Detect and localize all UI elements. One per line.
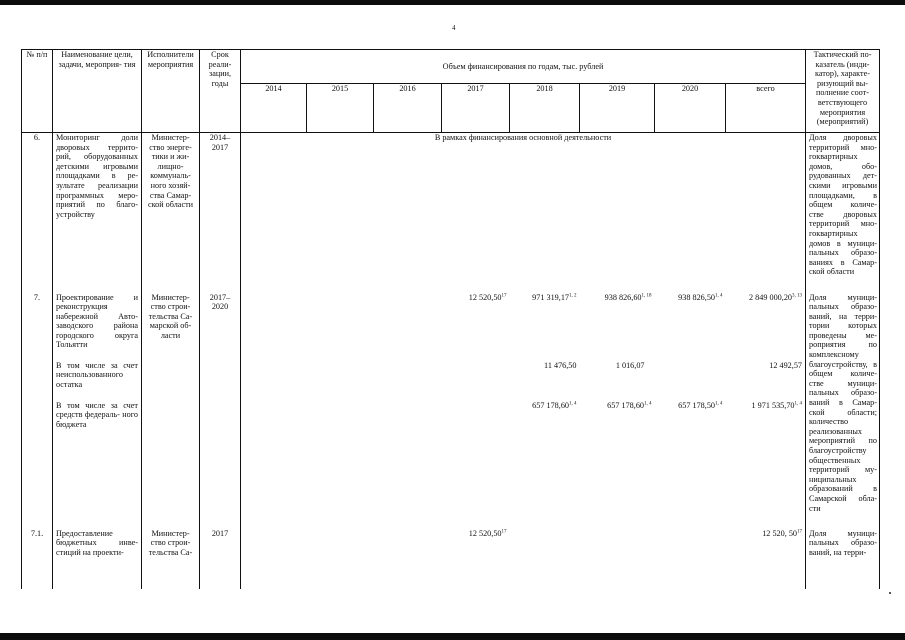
row-7-indicator: Доля муници- пальных образо- ваний, на терри- тории которых проведены ме- роприятия по комплексному благоустройству, в общем количе- стве муници- пальных образо- ваний в Самар- ской области; количество реализованных мероприятий по благоустройству общественных территорий му- ниципальных образований в Самарской обла- сти xyxy=(806,293,880,529)
scan-top-border xyxy=(0,0,905,5)
row-7-1-term: 2017 xyxy=(200,529,241,589)
row-6-num: 6. xyxy=(22,133,53,293)
table-row xyxy=(22,361,880,401)
row-7b-total: 1 971 535,70$^{1, 4}$ xyxy=(751,400,802,410)
row-7b-name: В том числе за счет средств федераль- ного бюджета xyxy=(53,401,142,529)
table-row xyxy=(22,293,880,361)
scan-speck xyxy=(889,592,891,594)
header-year-2014: 2014 xyxy=(241,84,307,133)
row-6-indicator: Доля дворовых территорий мно- гоквартирных домов, обо- рудованных дет- скими игровыми площадками, в общем количе- стве дворовых территорий мно- гоквартирных домов в муници- пальных образо- ваниях в Самар- ской области xyxy=(806,133,880,293)
header-year-2020: 2020 xyxy=(655,84,726,133)
table-row xyxy=(22,529,880,589)
page-number: 4 xyxy=(452,24,456,32)
row-7-2020: 938 826,50$^{1, 4}$ xyxy=(678,292,723,302)
table-row xyxy=(22,401,880,529)
header-year-2019: 2019 xyxy=(580,84,655,133)
row-7-1-indicator: Доля муници- пальных образо- ваний, на терри- xyxy=(806,529,880,589)
header-indicator: Тактический по- казатель (инди- катор), характе- ризующий вы- полнение соот- ветствующего мероприятия (мероприятий) xyxy=(806,50,880,133)
row-7-1-num: 7.1. xyxy=(22,529,53,589)
header-executors: Исполнители мероприятия xyxy=(142,50,200,133)
header-total: всего xyxy=(726,84,806,133)
row-7a-total: 12 492,57 xyxy=(769,360,802,370)
row-7-2018: 971 319,17$^{1, 2}$ xyxy=(532,292,577,302)
row-7-term: 2017– 2020 xyxy=(200,293,241,361)
financing-table xyxy=(21,49,880,589)
header-term: Срок реали- зации, годы xyxy=(200,50,241,133)
row-7-total: 2 849 000,20$^{3, 13}$ xyxy=(749,292,802,302)
row-7-2019: 938 826,60$^{1, 18}$ xyxy=(604,292,652,302)
header-name: Наименование цели, задачи, мероприя- тия xyxy=(53,50,142,133)
row-7-name: Проектирование и реконструкция набережной Авто- заводского района городского округа Тольятти xyxy=(53,293,142,361)
scan-bottom-border xyxy=(0,633,905,640)
row-6-name: Мониторинг доли дворовых террито- рий, оборудованных детскими игровыми площадками в ре- зультате реализации программных меро- приятий по благо- устройству xyxy=(53,133,142,293)
row-7a-name: В том числе за счет неиспользованного остатка xyxy=(53,361,142,401)
row-7-1-executor: Министер- ство строи- тельства Са- xyxy=(142,529,200,589)
row-7b-2018: 657 178,60$^{1, 4}$ xyxy=(532,400,577,410)
row-7-1-total: 12 520, $50^{17}$ xyxy=(762,528,802,538)
row-7b-2019: 657 178,60$^{1, 4}$ xyxy=(607,400,652,410)
row-7-num: 7. xyxy=(22,293,53,361)
row-7a-2018: 11 476,50 xyxy=(544,360,577,370)
row-7-1-name: Предоставление бюджетных инве- стиций на проекти- xyxy=(53,529,142,589)
row-6-executor: Министер- ство энерге- тики и жи- лищно- коммуналь- ного хозяй- ства Самар- ской области xyxy=(142,133,200,293)
row-7-executor: Министер- ство строи- тельства Са- марской об- ласти xyxy=(142,293,200,361)
row-7b-2020: 657 178,50$^{1, 4}$ xyxy=(678,400,723,410)
row-7a-2019: 1 016,07 xyxy=(615,360,645,370)
header-year-2018: 2018 xyxy=(510,84,580,133)
header-year-2016: 2016 xyxy=(374,84,442,133)
row-7-2017: 12 520,50$^{17}$ xyxy=(468,292,507,302)
header-year-2017: 2017 xyxy=(442,84,510,133)
header-year-2015: 2015 xyxy=(307,84,374,133)
row-6-funding-note: В рамках финансирования основной деятельности xyxy=(434,133,612,142)
header-funding-title: Объем финансирования по годам, тыс. рублей xyxy=(241,50,806,84)
row-7-1-2017: 12 520,50$^{17}$ xyxy=(468,528,507,538)
row-6-term: 2014– 2017 xyxy=(200,133,241,293)
table-row xyxy=(22,133,880,293)
header-num: № п/п xyxy=(22,50,53,133)
